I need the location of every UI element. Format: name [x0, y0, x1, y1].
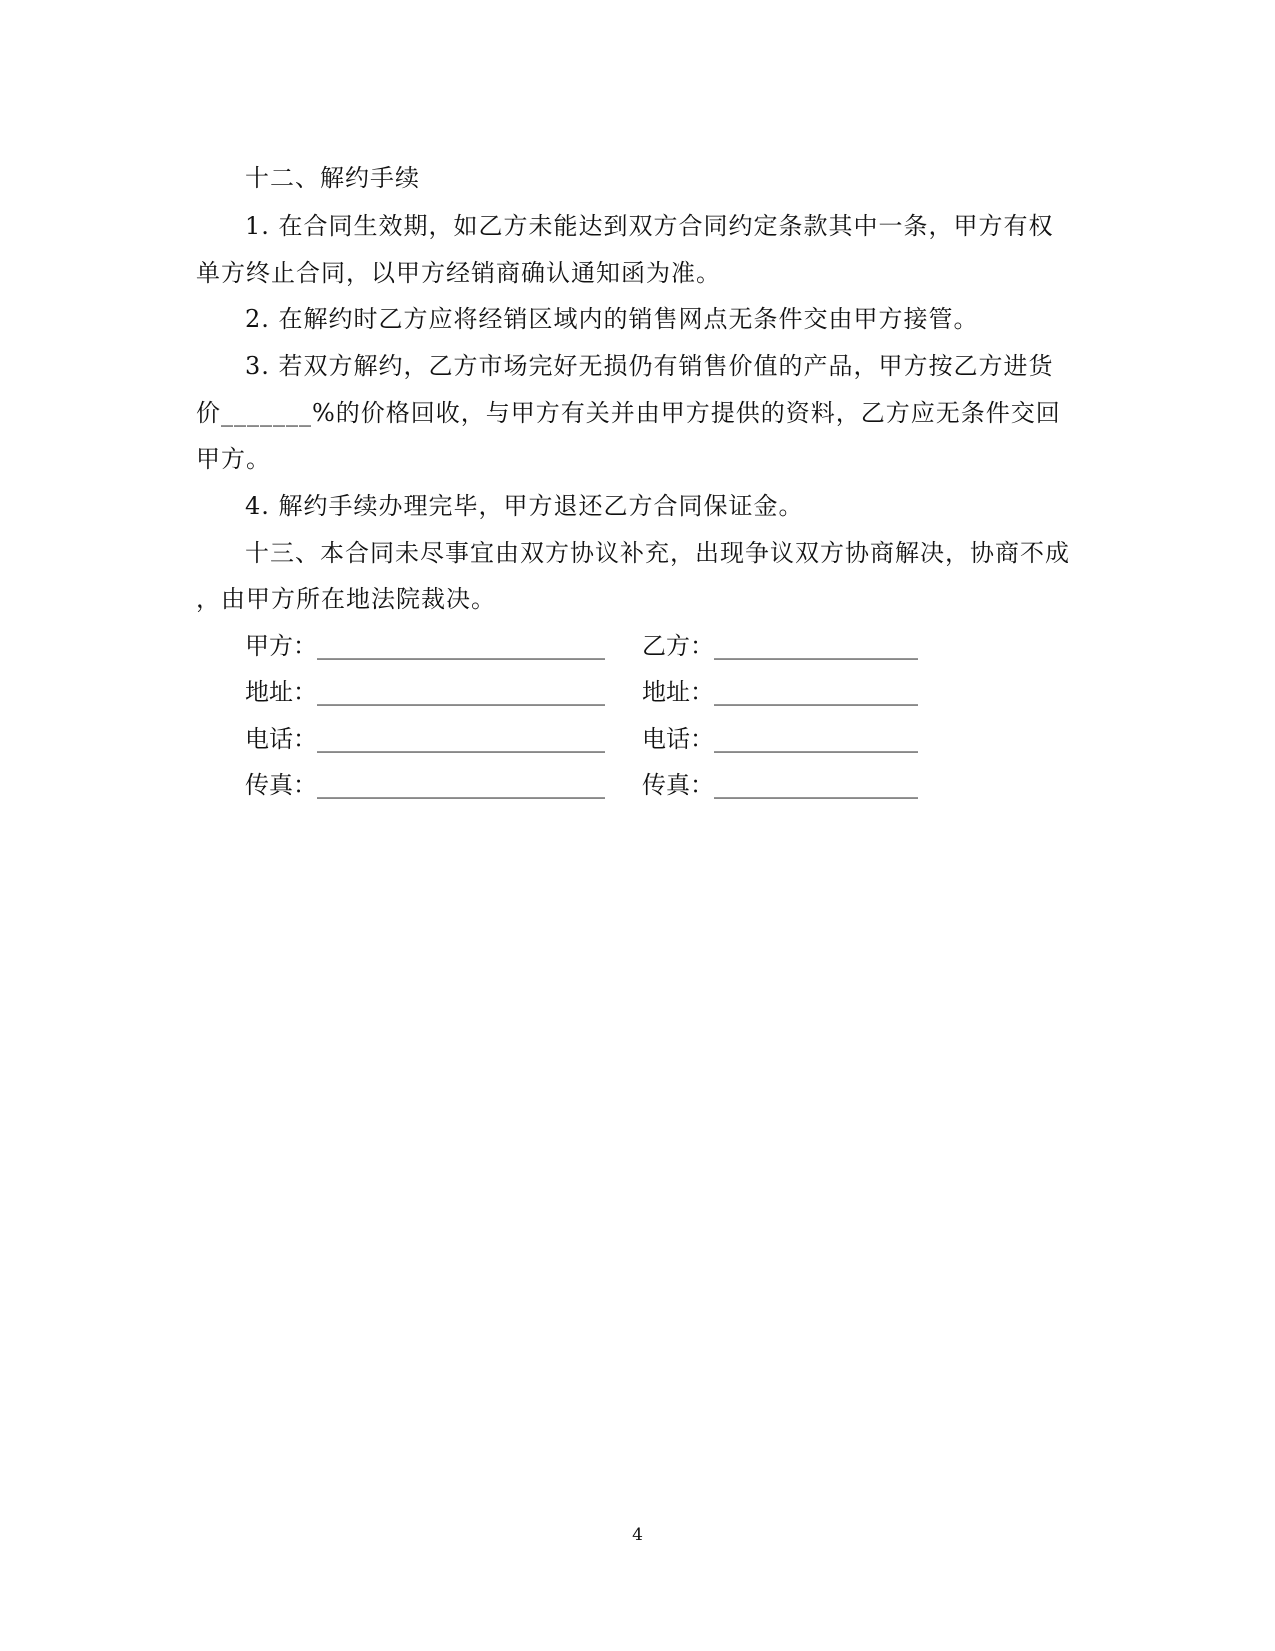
item-3-line-1: 3. 若双方解约，乙方市场完好无损仍有销售价值的产品，甲方按乙方进货 [245, 352, 1054, 380]
party-b-address-field: 地址：_________________ [642, 678, 918, 706]
clause-13-line-1: 十三、本合同未尽事宜由双方协议补充，出现争议双方协商解决，协商不成 [245, 539, 1070, 567]
item-1-line-2: 单方终止合同，以甲方经销商确认通知函为准。 [196, 259, 721, 287]
item-4: 4. 解约手续办理完毕，甲方退还乙方合同保证金。 [245, 492, 804, 520]
item-3-line-2: 价_______%的价格回收，与甲方有关并由甲方提供的资料，乙方应无条件交回 [196, 399, 1061, 427]
party-a-fax-field: 传真：________________________ [245, 771, 605, 799]
page-number: 4 [632, 1525, 643, 1545]
item-1-line-1: 1. 在合同生效期，如乙方未能达到双方合同约定条款其中一条，甲方有权 [245, 212, 1054, 240]
party-a-name-field: 甲方：________________________ [245, 632, 605, 660]
section-heading-12: 十二、解约手续 [245, 164, 420, 192]
party-a-phone-field: 电话：________________________ [245, 725, 605, 753]
party-b-phone-field: 电话：_________________ [642, 725, 918, 753]
party-a-address-field: 地址：________________________ [245, 678, 605, 706]
clause-13-line-2: ，由甲方所在地法院裁决。 [196, 585, 496, 613]
party-b-name-field: 乙方：_________________ [642, 632, 918, 660]
party-b-fax-field: 传真：_________________ [642, 771, 918, 799]
item-2: 2. 在解约时乙方应将经销区域内的销售网点无条件交由甲方接管。 [245, 305, 979, 333]
item-3-line-3: 甲方。 [196, 445, 271, 473]
